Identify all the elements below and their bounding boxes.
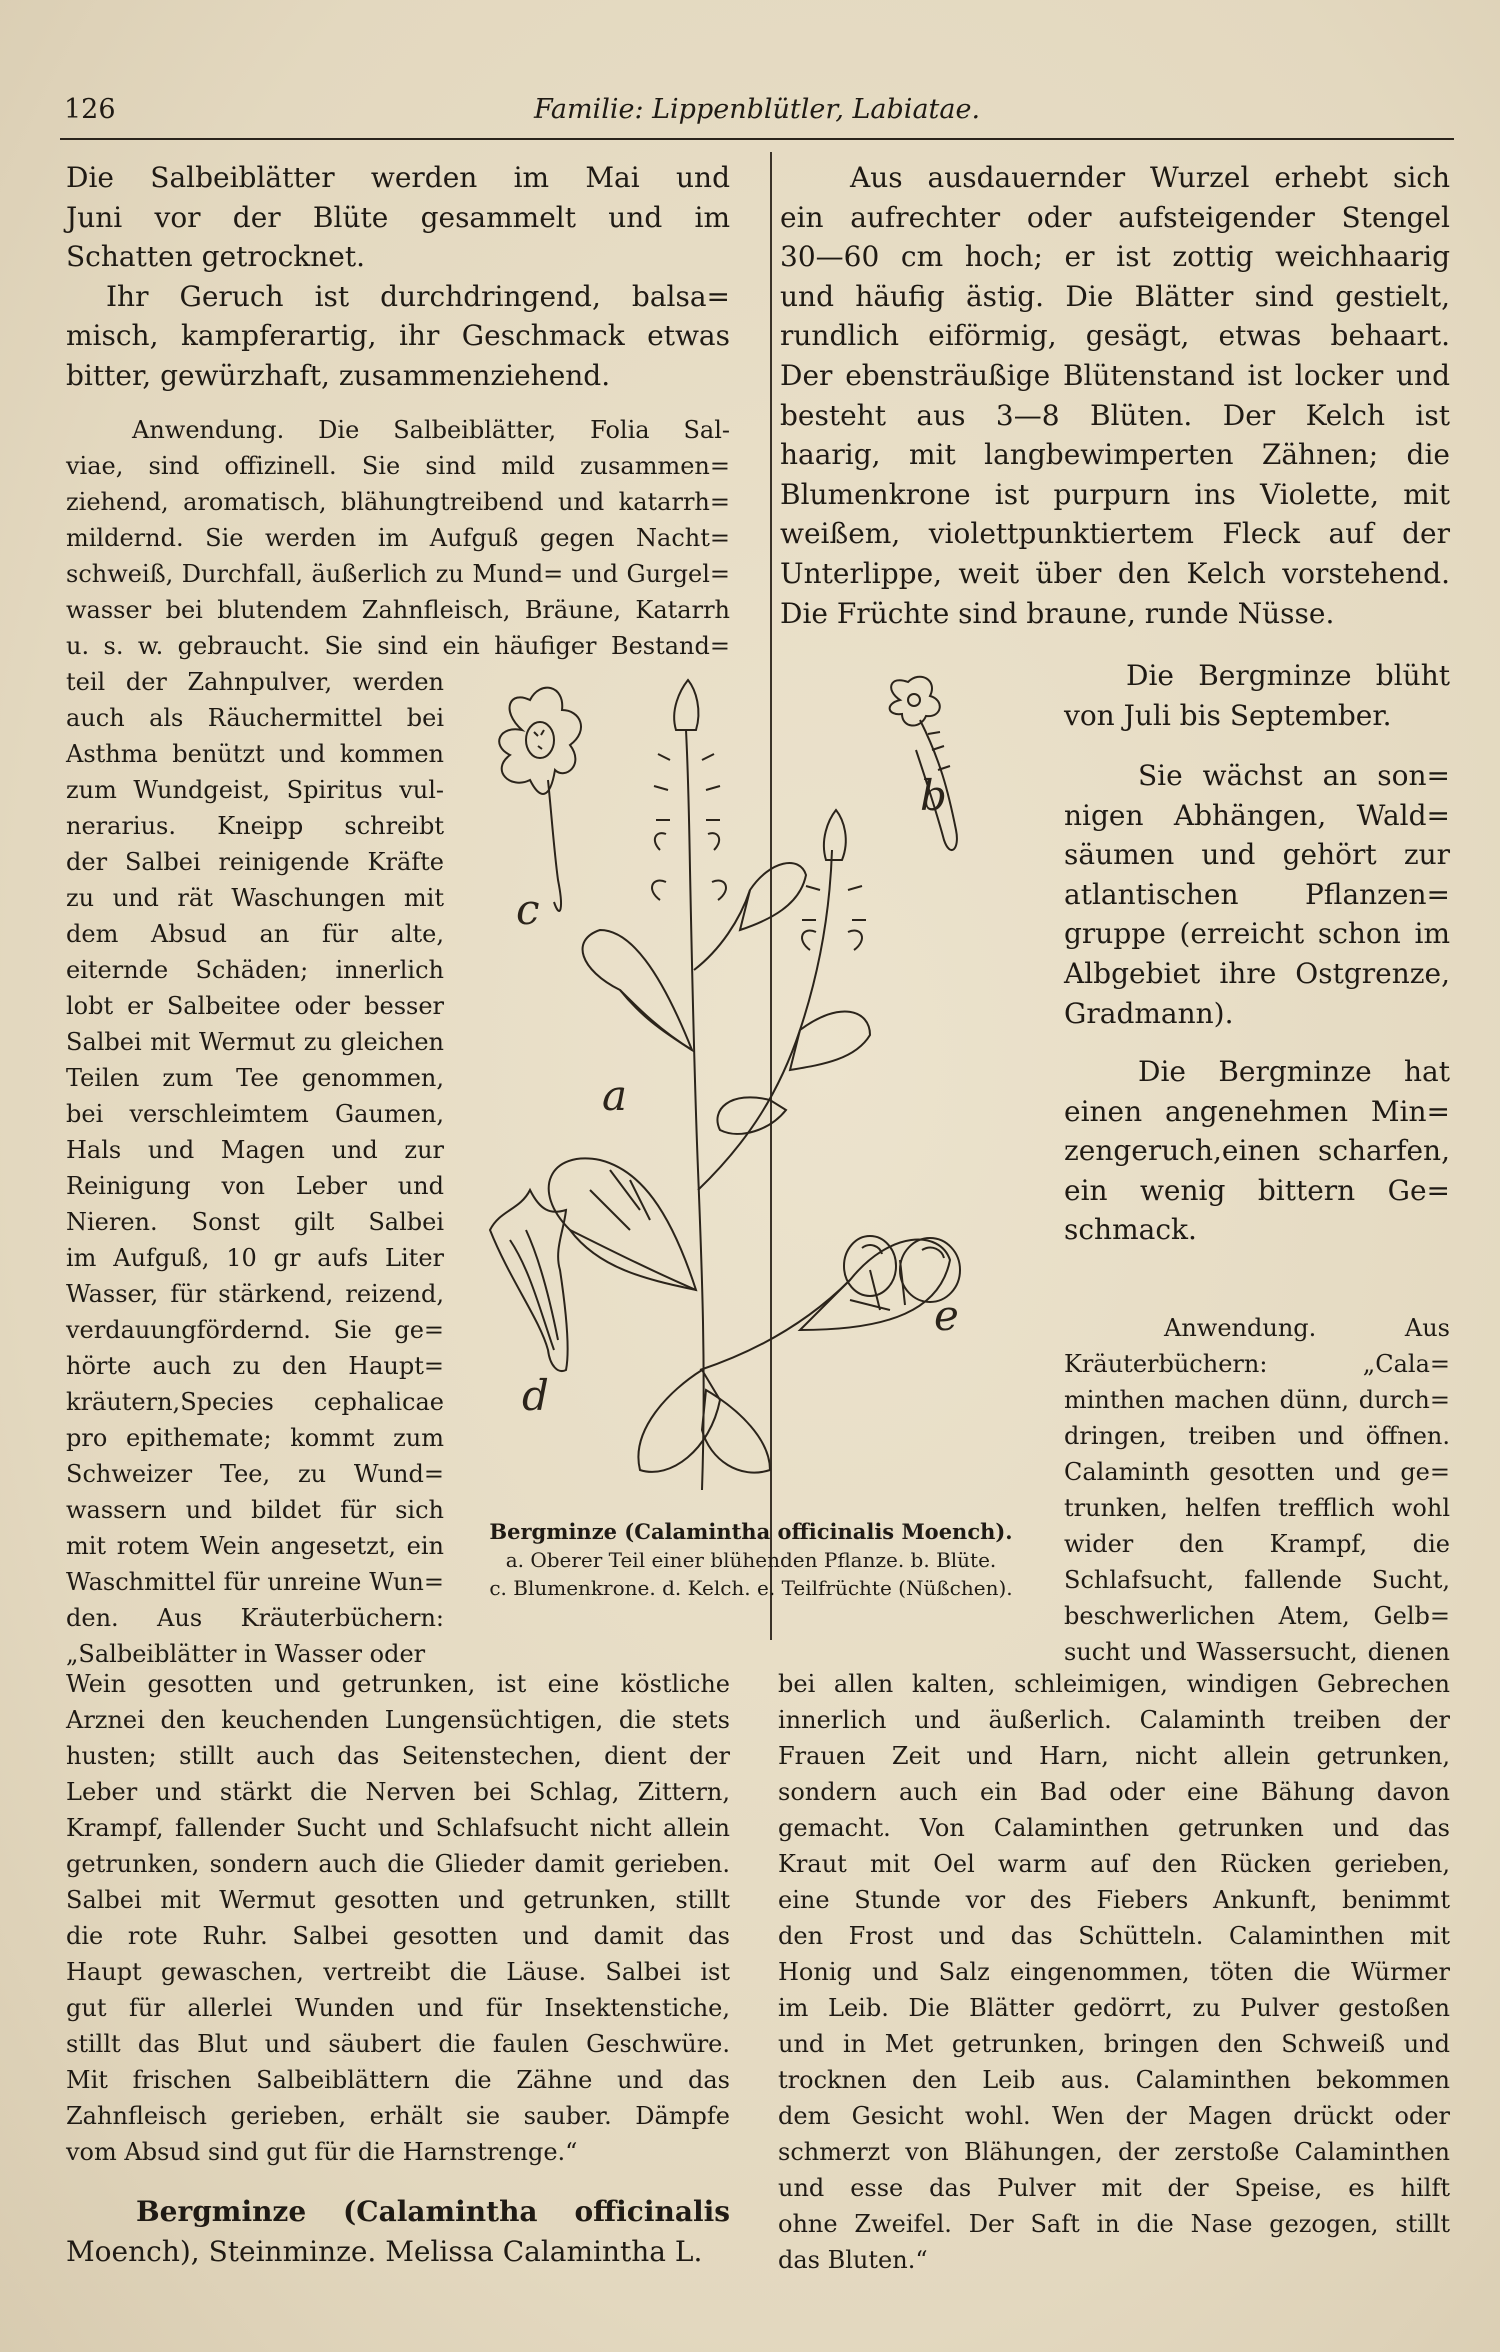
text-line: schweiß, Durchfall, äußerlich zu Mund= und Gurgel= bbox=[66, 560, 730, 588]
text-line: Calaminth gesotten und ge= bbox=[1064, 1458, 1450, 1486]
text-line: Die Früchte sind braune, runde Nüsse. bbox=[780, 596, 1335, 630]
bergminze-heading bbox=[66, 2192, 730, 2271]
text-line: Salbei mit Wermut gesotten und getrunken, stillt bbox=[66, 1886, 730, 1914]
text-line: weißem, violettpunktiertem Fleck auf der bbox=[780, 517, 1450, 551]
left-anwendung bbox=[66, 412, 730, 664]
text-line: mildernd. Sie werden im Aufguß gegen Nacht= bbox=[66, 524, 730, 552]
text-line: nigen Abhängen, Wald= bbox=[1064, 798, 1450, 832]
text-line: der Salbei reinigende Kräfte bbox=[66, 848, 444, 876]
text-line: Wein gesotten und getrunken, ist eine köstliche bbox=[66, 1670, 730, 1698]
text-line: u. s. w. gebraucht. Sie sind ein häufiger Bestand= bbox=[66, 632, 730, 660]
text-line: Krampf, fallender Sucht und Schlafsucht nicht allein bbox=[66, 1814, 730, 1842]
text-line: Albgebiet ihre Ostgrenze, bbox=[1064, 956, 1450, 990]
text-line: teil der Zahnpulver, werden bbox=[66, 668, 444, 696]
right-narrow-standort bbox=[1064, 756, 1450, 1033]
text-line: Schweizer Tee, zu Wund= bbox=[66, 1460, 444, 1488]
text-line: auch als Räuchermittel bei bbox=[66, 704, 444, 732]
text-line: besteht aus 3—8 Blüten. Der Kelch ist bbox=[780, 398, 1450, 432]
text-line: zum Wundgeist, Spiritus vul- bbox=[66, 776, 444, 804]
text-line: Waschmittel für unreine Wun= bbox=[66, 1568, 444, 1596]
text-line: ein aufrechter oder aufsteigender Stengel bbox=[780, 200, 1450, 234]
text-line: und esse das Pulver mit der Speise, es hilft bbox=[778, 2174, 1450, 2202]
text-line: wasser bei blutendem Zahnfleisch, Bräune, Katarrh bbox=[66, 596, 730, 624]
text-line: mit rotem Wein angesetzt, ein bbox=[66, 1532, 444, 1560]
text-line: haarig, mit langbewimperten Zähnen; die bbox=[780, 438, 1450, 472]
text-line: Leber und stärkt die Nerven bei Schlag, Zittern, bbox=[66, 1778, 730, 1806]
label-e: e bbox=[934, 1291, 959, 1340]
text-line: Anwendung. Aus bbox=[1164, 1314, 1450, 1342]
text-line: den Frost und das Schütteln. Calaminthen mit bbox=[778, 1922, 1450, 1950]
text-line: atlantischen Pflanzen= bbox=[1064, 877, 1450, 911]
text-line: Ihr Geruch ist durchdringend, balsa= bbox=[106, 279, 730, 313]
text-line: dem Absud an für alte, bbox=[66, 920, 444, 948]
text-line: gut für allerlei Wunden und für Insektenstiche, bbox=[66, 1994, 730, 2022]
botanical-illustration bbox=[470, 670, 1030, 1520]
text-line: lobt er Salbeitee oder besser bbox=[66, 992, 444, 1020]
text-line: Aus ausdauernder Wurzel erhebt sich bbox=[850, 161, 1450, 194]
text-line: bei verschleimtem Gaumen, bbox=[66, 1100, 444, 1128]
text-line: ziehend, aromatisch, blähungtreibend und katarrh= bbox=[66, 488, 730, 516]
text-line: nerarius. Kneipp schreibt bbox=[66, 812, 444, 840]
text-line: bitter, gewürzhaft, zusammenziehend. bbox=[66, 358, 611, 392]
text-line: Salbei mit Wermut zu gleichen bbox=[66, 1028, 444, 1056]
text-line: Frauen Zeit und Harn, nicht allein getrunken, bbox=[778, 1742, 1450, 1770]
text-line: sucht und Wassersucht, dienen bbox=[1064, 1638, 1450, 1666]
page-header bbox=[60, 88, 1454, 140]
text-line: ein wenig bittern Ge= bbox=[1064, 1173, 1450, 1207]
text-line: Die Salbeiblätter werden im Mai und bbox=[66, 161, 730, 194]
text-line: schmerzt von Blähungen, der zerstoße Calaminthen bbox=[778, 2138, 1450, 2166]
text-line: im Aufguß, 10 gr aufs Liter bbox=[66, 1244, 444, 1272]
text-line: verdauungfördernd. Sie ge= bbox=[66, 1316, 444, 1344]
text-line: hörte auch zu den Haupt= bbox=[66, 1352, 444, 1380]
heading-line: Bergminze (Calamintha officinalis bbox=[136, 2195, 730, 2228]
text-line: den. Aus Kräuterbüchern: bbox=[66, 1604, 444, 1632]
text-line: ohne Zweifel. Der Saft in die Nase gezogen, stillt bbox=[778, 2210, 1450, 2238]
text-line: eine Stunde vor des Fiebers Ankunft, benimmt bbox=[778, 1886, 1450, 1914]
text-line: vom Absud sind gut für die Harnstrenge.“ bbox=[66, 2138, 578, 2166]
text-line: kräutern,Species cephalicae bbox=[66, 1388, 444, 1416]
text-line: Kraut mit Oel warm auf den Rücken gerieben, bbox=[778, 1850, 1450, 1878]
left-narrow-column bbox=[66, 664, 444, 1672]
text-line: stillt das Blut und säubert die faulen Geschwüre. bbox=[66, 2030, 730, 2058]
text-line: Asthma benützt und kommen bbox=[66, 740, 444, 768]
text-line: „Salbeiblätter in Wasser oder bbox=[66, 1640, 426, 1668]
text-line: minthen machen dünn, durch= bbox=[1064, 1386, 1450, 1414]
caption-line: c. Blumenkrone. d. Kelch. e. Teilfrüchte (Nüßchen). bbox=[489, 1576, 1013, 1600]
text-line: Hals und Magen und zur bbox=[66, 1136, 444, 1164]
text-line: trunken, helfen trefflich wohl bbox=[1064, 1494, 1450, 1522]
label-b: b bbox=[920, 771, 947, 820]
text-line: Juni vor der Blüte gesammelt und im bbox=[66, 200, 730, 234]
figure-caption bbox=[466, 1518, 1036, 1602]
text-line: Schatten getrocknet. bbox=[66, 240, 365, 274]
text-line: dem Gesicht wohl. Wen der Magen drückt oder bbox=[778, 2102, 1450, 2130]
text-line: Gradmann). bbox=[1064, 996, 1234, 1030]
text-line: wider den Krampf, die bbox=[1064, 1530, 1450, 1558]
text-line: Zahnfleisch gerieben, erhält sie sauber. Dämpfe bbox=[66, 2102, 730, 2130]
text-line: viae, sind offizinell. Sie sind mild zusammen= bbox=[66, 452, 730, 480]
text-line: dringen, treiben und öffnen. bbox=[1064, 1422, 1450, 1450]
text-line: rundlich eiförmig, gesägt, etwas behaart. bbox=[780, 319, 1450, 353]
text-line: bei allen kalten, schleimigen, windigen Gebrechen bbox=[778, 1670, 1450, 1698]
text-line: eiternde Schäden; innerlich bbox=[66, 956, 444, 984]
text-line: getrunken, sondern auch die Glieder damit gerieben. bbox=[66, 1850, 730, 1878]
text-line: Die Bergminze blüht bbox=[1126, 659, 1450, 692]
text-line: schmack. bbox=[1064, 1213, 1197, 1247]
text-line: trocknen den Leib aus. Calaminthen bekommen bbox=[778, 2066, 1450, 2094]
text-line: Honig und Salz eingenommen, töten die Würmer bbox=[778, 1958, 1450, 1986]
text-line: gemacht. Von Calaminthen getrunken und das bbox=[778, 1814, 1450, 1842]
text-line: sondern auch ein Bad oder eine Bähung davon bbox=[778, 1778, 1450, 1806]
text-line: innerlich und äußerlich. Calaminth treiben der bbox=[778, 1706, 1450, 1734]
plant-drawing bbox=[470, 670, 1030, 1520]
left-column-top bbox=[66, 158, 730, 396]
heading-line: Moench), Steinminze. Melissa Calamintha L. bbox=[66, 2234, 703, 2268]
text-line: zengeruch,einen scharfen, bbox=[1064, 1134, 1450, 1168]
left-column-bottom bbox=[66, 1666, 730, 2170]
text-line: säumen und gehört zur bbox=[1064, 838, 1450, 872]
label-d: d bbox=[522, 1371, 549, 1420]
text-line: Nieren. Sonst gilt Salbei bbox=[66, 1208, 444, 1236]
text-line: Die Bergminze hat bbox=[1138, 1055, 1450, 1088]
text-line: gruppe (erreicht schon im bbox=[1064, 917, 1450, 951]
running-title: Familie: Lippenblütler, Labiatae. bbox=[533, 94, 981, 125]
right-narrow-anwendung bbox=[1064, 1310, 1450, 1670]
calyx-drawing bbox=[490, 1190, 568, 1371]
text-line: Arznei den keuchenden Lungensüchtigen, die stets bbox=[66, 1706, 730, 1734]
text-line: Wasser, für stärkend, reizend, bbox=[66, 1280, 444, 1308]
right-narrow-geruch bbox=[1064, 1052, 1450, 1250]
text-line: einen angenehmen Min= bbox=[1064, 1094, 1450, 1128]
corolla-drawing bbox=[499, 688, 581, 911]
text-line: Anwendung. Die Salbeiblätter, Folia Sal- bbox=[132, 416, 730, 444]
text-line: von Juli bis September. bbox=[1064, 698, 1392, 732]
text-line: Teilen zum Tee genommen, bbox=[66, 1064, 444, 1092]
right-narrow-bluetezeit bbox=[1064, 656, 1450, 735]
label-c: c bbox=[516, 885, 540, 934]
label-a: a bbox=[602, 1071, 628, 1120]
text-line: Haupt gewaschen, vertreibt die Läuse. Salbei ist bbox=[66, 1958, 730, 1986]
right-column-top bbox=[780, 158, 1450, 633]
text-line: 30—60 cm hoch; er ist zottig weichhaarig bbox=[780, 240, 1450, 274]
text-line: Sie wächst an son= bbox=[1138, 759, 1450, 792]
text-line: zu und rät Waschungen mit bbox=[66, 884, 444, 912]
text-line: Blumenkrone ist purpurn ins Violette, mit bbox=[780, 477, 1450, 511]
text-line: und in Met getrunken, bringen den Schweiß und bbox=[778, 2030, 1450, 2058]
right-column-bottom bbox=[778, 1666, 1450, 2278]
flower-drawing bbox=[890, 677, 957, 850]
text-line: Mit frischen Salbeiblättern die Zähne und das bbox=[66, 2066, 730, 2094]
text-line: Der ebensträußige Blütenstand ist locker und bbox=[780, 358, 1450, 392]
text-line: pro epithemate; kommt zum bbox=[66, 1424, 444, 1452]
text-line: Schlafsucht, fallende Sucht, bbox=[1064, 1566, 1450, 1594]
text-line: im Leib. Die Blätter gedörrt, zu Pulver gestoßen bbox=[778, 1994, 1450, 2022]
text-line: die rote Ruhr. Salbei gesotten und damit das bbox=[66, 1922, 730, 1950]
text-line: Kräuterbüchern: „Cala= bbox=[1064, 1350, 1450, 1378]
caption-line: a. Oberer Teil einer blühenden Pflanze. b. Blüte. bbox=[505, 1548, 997, 1572]
text-line: wassern und bildet für sich bbox=[66, 1496, 444, 1524]
text-line: und häufig ästig. Die Blätter sind gestielt, bbox=[780, 279, 1450, 313]
text-line: misch, kampferartig, ihr Geschmack etwas bbox=[66, 319, 730, 353]
caption-title: Bergminze (Calamintha officinalis Moench). bbox=[489, 1519, 1013, 1544]
page-number: 126 bbox=[64, 94, 116, 125]
text-line: husten; stillt auch das Seitenstechen, dient der bbox=[66, 1742, 730, 1770]
text-line: beschwerlichen Atem, Gelb= bbox=[1064, 1602, 1450, 1630]
text-line: das Bluten.“ bbox=[778, 2246, 928, 2274]
text-line: Reinigung von Leber und bbox=[66, 1172, 444, 1200]
text-line: Unterlippe, weit über den Kelch vorstehend. bbox=[780, 556, 1450, 590]
